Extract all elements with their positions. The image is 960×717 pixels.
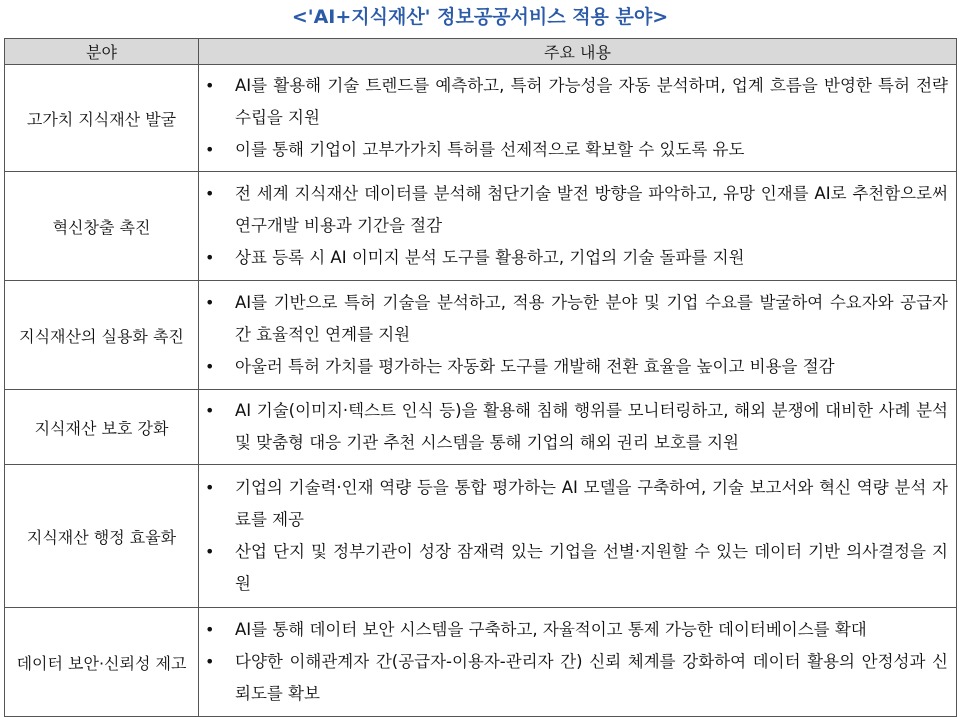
row-field: 지식재산 보호 강화 xyxy=(5,390,199,465)
page-title: <'AI+지식재산' 정보공공서비스 적용 분야> xyxy=(291,6,669,28)
table-row xyxy=(5,390,957,465)
list-item: • AI 기술(이미지·텍스트 인식 등)을 활용해 침해 행위를 모니터링하고, 해외 분쟁에 대비한 사례 분석 및 맞춤형 대응 기관 추천 시스템을 통해 기업의 해외 권리 보호를 지원 xyxy=(199,395,948,459)
header-content: 주요 내용 xyxy=(199,39,957,65)
header-field: 분야 xyxy=(5,39,199,65)
row-content xyxy=(199,281,957,390)
table-row xyxy=(5,65,957,172)
list-item: • AI를 활용해 기술 트렌드를 예측하고, 특허 가능성을 자동 분석하며, 업계 흐름을 반영한 특허 전략 수립을 지원 xyxy=(199,70,948,134)
row-content xyxy=(199,465,957,608)
table-row xyxy=(5,172,957,281)
row-field: 데이터 보안·신뢰성 제고 xyxy=(5,608,199,717)
table-header-row xyxy=(5,39,957,65)
row-field: 고가치 지식재산 발굴 xyxy=(5,65,199,172)
row-field: 지식재산의 실용화 촉진 xyxy=(5,281,199,390)
row-content xyxy=(199,172,957,281)
table-row xyxy=(5,608,957,717)
list-item: • AI를 기반으로 특허 기술을 분석하고, 적용 가능한 분야 및 기업 수요를 발굴하여 수요자와 공급자 간 효율적인 연계를 지원 xyxy=(199,287,948,351)
table-row xyxy=(5,465,957,608)
list-item: • 상표 등록 시 AI 이미지 분석 도구를 활용하고, 기업의 기술 돌파를 지원 xyxy=(199,242,948,274)
row-field: 혁신창출 촉진 xyxy=(5,172,199,281)
list-item: • 전 세계 지식재산 데이터를 분석해 첨단기술 발전 방향을 파악하고, 유망 인재를 AI로 추천함으로써 연구개발 비용과 기간을 절감 xyxy=(199,178,948,242)
application-areas-table xyxy=(4,38,957,717)
row-field: 지식재산 행정 효율화 xyxy=(5,465,199,608)
list-item: • 다양한 이해관계자 간(공급자-이용자-관리자 간) 신뢰 체계를 강화하여 데이터 활용의 안정성과 신뢰도를 확보 xyxy=(199,646,948,710)
list-item: • 기업의 기술력·인재 역량 등을 통합 평가하는 AI 모델을 구축하여, 기술 보고서와 혁신 역량 분석 자료를 제공 xyxy=(199,472,948,536)
row-content xyxy=(199,390,957,465)
row-content xyxy=(199,608,957,717)
list-item: • 아울러 특허 가치를 평가하는 자동화 도구를 개발해 전환 효율을 높이고 비용을 절감 xyxy=(199,351,948,383)
list-item: • AI를 통해 데이터 보안 시스템을 구축하고, 자율적이고 통제 가능한 데이터베이스를 확대 xyxy=(199,614,948,646)
list-item: • 이를 통해 기업이 고부가가치 특허를 선제적으로 확보할 수 있도록 유도 xyxy=(199,134,948,166)
list-item: • 산업 단지 및 정부기관이 성장 잠재력 있는 기업을 선별·지원할 수 있는 데이터 기반 의사결정을 지원 xyxy=(199,536,948,600)
row-content xyxy=(199,65,957,172)
table-row xyxy=(5,281,957,390)
